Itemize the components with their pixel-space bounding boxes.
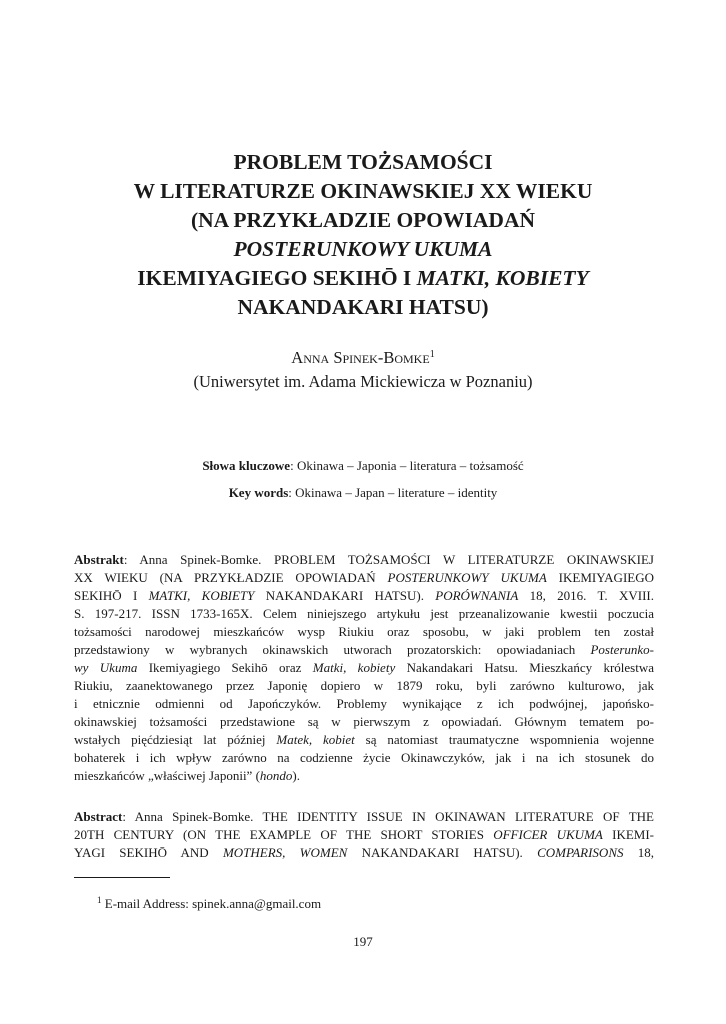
text-span: IKEMIYAGIEGO SEKIHŌ I	[137, 266, 417, 290]
abstract-text: 20TH CENTURY (ON THE EXAMPLE OF THE SHORT STORIES	[74, 827, 494, 842]
text-span: MATKI, KOBIETY	[416, 266, 589, 290]
footnote-text: E-mail Address: spinek.anna@gmail.com	[101, 896, 322, 911]
abstract-line: tożsamości narodowej mieszkańców wysp Riukiu oraz sposobu, w jaki problem ten został	[74, 624, 654, 639]
abstract-text: Posterunko-	[590, 642, 654, 657]
abstract-text: COMPARISONS	[537, 845, 624, 860]
text-span: POSTERUNKOWY UKUMA	[233, 237, 493, 261]
abstract-text: MATKI, KOBIETY	[148, 588, 255, 603]
abstract-line: i etnicznie odmienni od Japończyków. Problemy wynikające z ich podwójnej, japońsko-	[74, 696, 654, 711]
title-line: PROBLEM TOŻSAMOŚCI	[233, 150, 493, 174]
abstract-text: Abstrakt	[74, 552, 124, 567]
text-span: Key words	[228, 485, 289, 500]
abstract-line: bohaterek i ich wpływ zarówno na codzienne życie Okinawczyków, jak i na ich stosunek do	[74, 750, 654, 765]
abstract-polish	[74, 551, 654, 785]
abstract-text: wstałych pięćdziesiąt lat później	[74, 732, 277, 747]
abstract-text: IKEMIYAGIEGO	[546, 570, 654, 585]
abstract-text: Nakandakari Hatsu. Mieszkańcy królestwa	[395, 660, 654, 675]
abstract-text: IKEMI-	[602, 827, 654, 842]
abstract-line	[74, 808, 654, 826]
abstract-text: wy Ukuma	[74, 660, 138, 675]
abstract-text: są natomiast traumatyczne wspomnienia wojenne	[354, 732, 654, 747]
abstract-text: mieszkańców „właściwej Japonii” (	[74, 768, 260, 783]
abstract-text: przedstawiony w wybranych okinawskich utworach prozatorskich: opowiadaniach	[74, 642, 591, 657]
abstract-line: Riukiu, zaanektowanego przez Japonię dopiero w 1879 roku, byli zarówno kulturowo, jak	[74, 678, 654, 693]
abstract-text: OFFICER UKUMA	[493, 827, 603, 842]
abstract-text: XX WIEKU (NA PRZYKŁADZIE OPOWIADAŃ	[74, 570, 388, 585]
title-line: W LITERATURZE OKINAWSKIEJ XX WIEKU	[133, 179, 593, 203]
abstract-text: POSTERUNKOWY UKUMA	[387, 570, 547, 585]
author-block	[40, 343, 686, 394]
text-span: : Okinawa – Japonia – literatura – tożsamość	[290, 458, 524, 473]
abstract-line	[74, 826, 654, 844]
author-name	[40, 343, 686, 370]
abstract-text: YAGI SEKIHŌ AND	[74, 845, 223, 860]
text-span: : Okinawa – Japan – literature – identity	[288, 485, 498, 500]
abstract-line	[74, 659, 654, 677]
author-affiliation: (Uniwersytet im. Adama Mickiewicza w Poznaniu)	[193, 372, 533, 391]
abstract-text: 18,	[623, 845, 654, 860]
footnote	[97, 891, 321, 913]
abstract-text: hondo	[259, 768, 293, 783]
abstract-text: NAKANDAKARI HATSU).	[347, 845, 538, 860]
abstract-text: PORÓWNANIA	[435, 588, 519, 603]
page-number: 197	[353, 934, 373, 949]
abstract-line	[74, 731, 654, 749]
abstract-line	[74, 767, 654, 785]
abstract-text: NAKANDAKARI HATSU).	[254, 588, 436, 603]
text-span: Słowa kluczowe	[202, 458, 291, 473]
article-title	[40, 148, 686, 322]
title-line	[40, 264, 686, 293]
abstract-text: SEKIHŌ I	[74, 588, 149, 603]
abstract-text: Abstract	[74, 809, 123, 824]
abstract-text: Matek, kobiet	[276, 732, 355, 747]
abstract-english	[74, 808, 654, 862]
abstract-line	[74, 569, 654, 587]
abstract-text: Ikemiyagiego Sekihō oraz	[137, 660, 313, 675]
abstract-line: S. 197-217. ISSN 1733-165X. Celem niniejszego artykułu jest przeanalizowanie kwestii poczucia	[74, 606, 654, 621]
text-span: Anna Spinek-Bomke	[291, 348, 430, 367]
footnote-rule	[74, 877, 170, 878]
abstract-text: 18, 2016. T. XVIII.	[518, 588, 654, 603]
title-line: (NA PRZYKŁADZIE OPOWIADAŃ	[190, 208, 536, 232]
keywords-english	[40, 484, 686, 502]
title-line: NAKANDAKARI HATSU)	[237, 295, 489, 319]
abstract-text: : Anna Spinek-Bomke. THE IDENTITY ISSUE IN OKINAWAN LITERATURE OF THE	[122, 809, 654, 824]
abstract-line: okinawskiej tożsamości przedstawione są w pierwszym z opowiadań. Głównym tematem po-	[74, 714, 654, 729]
abstract-line	[74, 641, 654, 659]
abstract-line	[74, 844, 654, 862]
abstract-text: Matki, kobiety	[312, 660, 396, 675]
footnote-mark: 1	[429, 349, 435, 360]
keywords-polish	[40, 457, 686, 475]
abstract-line	[74, 551, 654, 569]
abstract-text: : Anna Spinek-Bomke. PROBLEM TOŻSAMOŚCI W LITERATURZE OKINAWSKIEJ	[123, 552, 654, 567]
title-line	[40, 235, 686, 264]
abstract-line	[74, 587, 654, 605]
abstract-text: ).	[292, 768, 300, 783]
footnote-number: 1	[97, 895, 102, 905]
abstract-text: MOTHERS, WOMEN	[222, 845, 348, 860]
